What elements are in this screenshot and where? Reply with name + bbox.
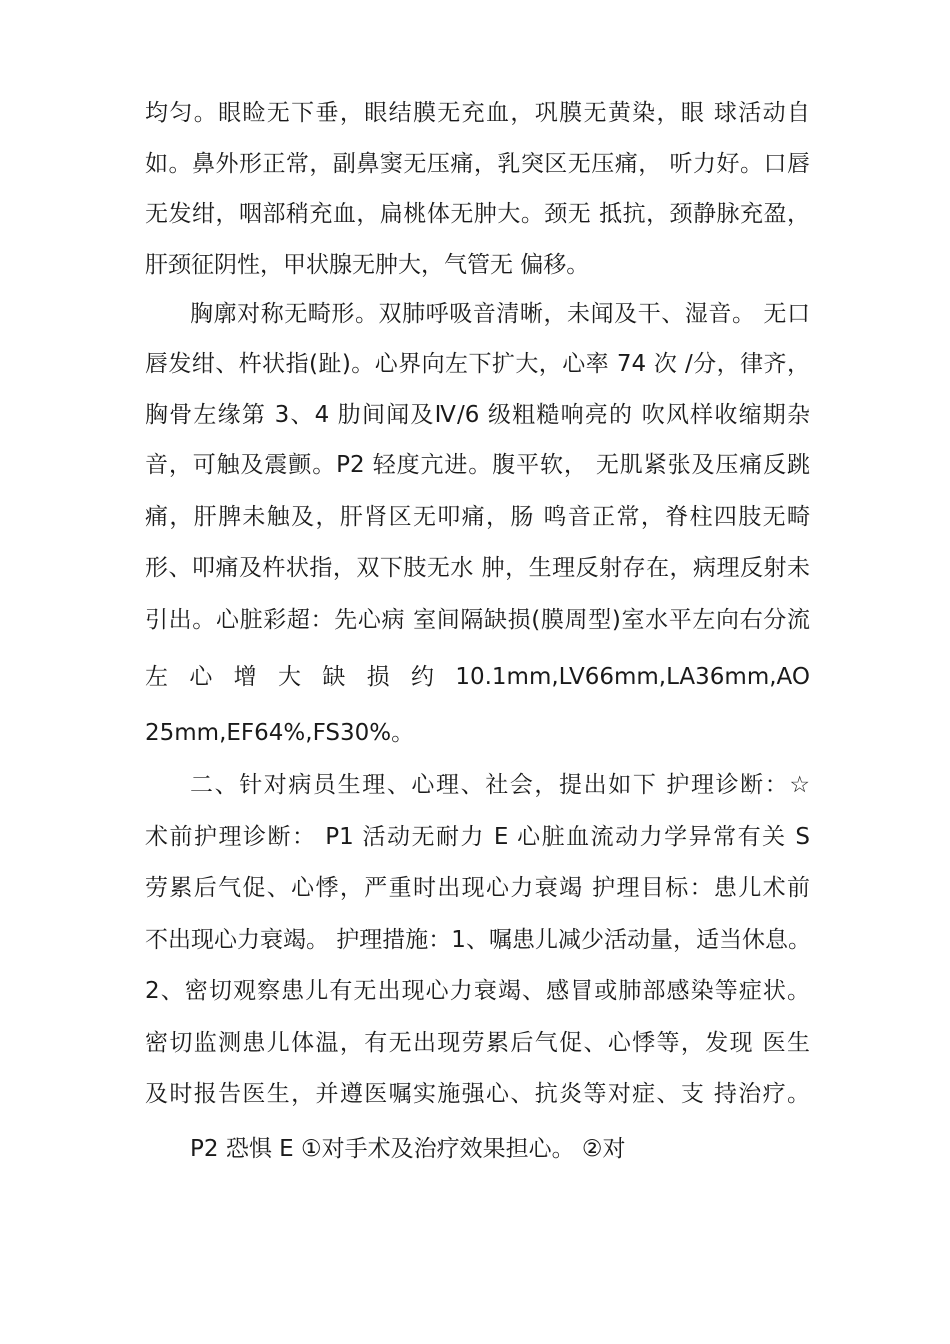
text-line: 唇发绀、杵状指(趾)。心界向左下扩大，心率 74 次 /分，律齐，	[145, 351, 810, 377]
text-line: 2、密切观察患儿有无出现心力衰竭、感冒或肺部感染等症状。	[145, 978, 810, 1004]
text-line: 痛，肝脾未触及，肝肾区无叩痛，肠 鸣音正常，脊柱四肢无畸	[145, 504, 810, 530]
text-line: 胸廓对称无畸形。双肺呼吸音清晰，未闻及干、湿音。 无口	[190, 301, 810, 327]
text-line: 均匀。眼睑无下垂，眼结膜无充血，巩膜无黄染，眼 球活动自	[145, 100, 810, 126]
text-line: 肝颈征阴性，甲状腺无肿大，气管无 偏移。	[145, 252, 590, 278]
text-line: 二、针对病员生理、心理、社会，提出如下 护理诊断：☆	[190, 772, 810, 798]
text-line: 术前护理诊断： P1 活动无耐力 E 心脏血流动力学异常有关 S	[145, 824, 810, 850]
text-line: 及时报告医生，并遵医嘱实施强心、抗炎等对症、支 持治疗。	[145, 1081, 810, 1107]
text-line: 形、叩痛及杵状指，双下肢无水 肿，生理反射存在，病理反射未	[145, 555, 810, 581]
text-line: P2 恐惧 E ①对手术及治疗效果担心。 ②对	[190, 1136, 626, 1162]
text-line: 不出现心力衰竭。 护理措施：1、嘱患儿减少活动量，适当休息。	[145, 927, 811, 953]
text-line: 音，可触及震颤。P2 轻度亢进。腹平软， 无肌紧张及压痛反跳	[145, 452, 810, 478]
text-line: 密切监测患儿体温，有无出现劳累后气促、心悸等，发现 医生	[145, 1030, 810, 1056]
text-line: 劳累后气促、心悸，严重时出现心力衰竭 护理目标：患儿术前	[145, 875, 810, 901]
text-line: 25mm,EF64%,FS30%。	[145, 720, 415, 746]
text-line: 胸骨左缘第 3、4 肋间闻及Ⅳ/6 级粗糙响亮的 吹风样收缩期杂	[145, 402, 810, 428]
text-line: 如。鼻外形正常，副鼻窦无压痛，乳突区无压痛， 听力好。口唇	[145, 151, 810, 177]
text-line: 无发绀，咽部稍充血，扁桃体无肿大。颈无 抵抗，颈静脉充盈，	[145, 201, 810, 227]
text-line: 引出。心脏彩超：先心病 室间隔缺损(膜周型)室水平左向右分流	[145, 607, 810, 633]
text-line: 左 心 增 大 缺 损 约 10.1mm,LV66mm,LA36mm,AO	[145, 664, 810, 690]
